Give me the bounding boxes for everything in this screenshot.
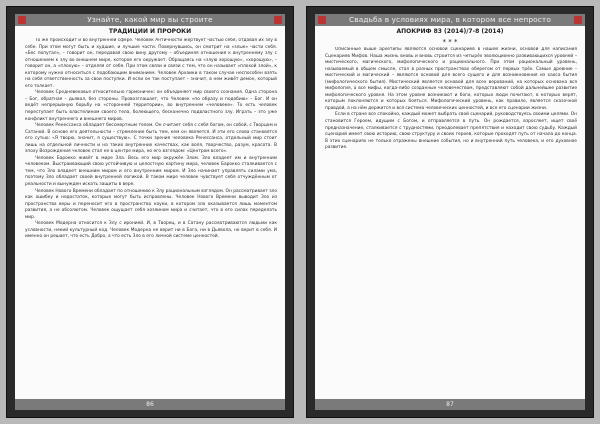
- emblem-icon: [274, 16, 282, 24]
- paragraph: Человек Барокко живёт в мире Зла. Весь его мир окружён Злом. Зло владеет им и внутренним человеком. Выстраивающий свою устойчивую и целостную картину мира, человек Барокко сталкивается с тем, что Зло владеет внешним миром и его внутренним миром. И Зло начинает управлять силами ума, поэтому Зло обладает своей внутренней логикой. В таком мире человек чувствует себя отчуждённым от реальности и вынужден искать защиты в вере.: [25, 155, 277, 188]
- left-running-header: [15, 14, 285, 26]
- right-page: [306, 6, 594, 418]
- paragraph: Описанные выше архетипы являются основой сценариев в нашей жизни, основой для написания Сценариев Мифов. Наша жизнь вновь и вновь строится из четырёх эволюционно развивающихся уровней – мистического, магического, мифологического и рационального. При этом рациональный уровень, называемый в общем смысле, стал в разных пространствах оберегом от первых трёх. Самые древние – мистический и магический – являются основой для всего сущего и для возникновения из хаоса бытия (мифологического бытия). Мистический является основой для всех верований, на которых основана вся мифология, а все мифы, когда-либо созданные человечеством, представляют собой дальнейшее развитие мифологического уровня. На этом уровне возникают и боги, которых люди почитают, в которых верят, которым поклоняются и которых бояться. Мифологический уровень, как правило, является сказочной правдой, а на нём держится и вся система человеческих ценностей, и все его сценарии жизни.: [325, 47, 577, 111]
- emblem-icon: [18, 16, 26, 24]
- left-page: [6, 6, 294, 418]
- paragraph: Человек Модерна относится к Злу с иронией. И, в Творец, и в Сатану рассматриваются людьми как условности, некий культурный код. Человек Модерна не верит ни в Бога, ни в Дьявола, но верит в себя. И именно он решает, что есть Добро, а что есть Зло в его личной системе ценностей.: [25, 221, 277, 240]
- left-header-text: Узнайте, какой мир вы строите: [87, 15, 213, 24]
- emblem-icon: [574, 16, 582, 24]
- paragraph: Если в стране все спокойно, каждый может выбрать свой сценарий, руководствуясь своими целями. Он становится Героем, идущим с Богом, и отправляется в путь. Он рождается, взрослеет, ищет своё предназначение, сталкивается с трудностями, преодолевает препятствия и находит свою судьбу. Каждый сценарий имеет свою историю, свою структуру и своих героев, которые проходят путь от начала до конца. В этих сценариях не только отражены внешние события, но и внутренний путь человека, и его духовное развитие.: [325, 112, 577, 151]
- emblem-icon: [318, 16, 326, 24]
- issue-subtitle: АПОКРИФ 83 (2014)/7-8 (2014): [396, 28, 504, 35]
- right-body-text: [325, 47, 577, 237]
- right-running-header: [315, 14, 585, 26]
- left-body-text: [25, 38, 277, 400]
- right-page-number: 87: [315, 399, 585, 410]
- paragraph: То же происходит и во внутренней сфере. Человек Античности жертвует частью себя, отдавая их злу в себе. При этом могут быть и худшие, и лучшие части. Повернувшись, он смотрит на «злые» части себя. «Бес попутал», – говорит он, передавая свою вину другому – объединяя отношения к внутреннему злу с отношением к злу во внешнем мире, которое его окружает. Обращаясь на «злую хорошую», «хорошую», – говорит он, а «плохую» – отделяя от себя. При этом связи и связи с тем, что он называет «плохой злой», к которому нужно относиться с подобающим вниманием. Человек Архаики в таком случае неспособен взять на себя ответственность за свои поступки. И если он так поступает – значит, в нем живёт демон, который его толкает.: [25, 38, 277, 89]
- paragraph: Человек Ренессанса обладает бессмертным телом. Он считает себя с себя богом, он собой, с Творцом и Сатаной. В основе его деятельности – стремление быть тем, кем он является. И эти его слова становятся его сутью: «Я творю, значит, я существую». С точки зрения человека Ренессанса, отдельный мир стоит лишь на отдельной личности и на таких внутренних качествах, как воля, творчество, разум, красота. В эпоху Возрождения человек стал не в центре мира, но его взглядом: «Центром всего».: [25, 123, 277, 155]
- left-page-number: 86: [15, 399, 285, 410]
- right-page-paper: [315, 14, 585, 410]
- section-title: ТРАДИЦИИ И ПРОРОКИ: [108, 28, 192, 35]
- section-separator: * * *: [442, 38, 458, 46]
- right-header-text: Свадьба в условиях мира, в котором все непросто: [349, 15, 551, 24]
- left-page-paper: [15, 14, 285, 410]
- paragraph: Человек Нового Времени обладает по отношению к Злу рациональным взглядом. Он рассматривает зло как ошибку и недостаток, которые могут быть исправлены. Человек Нового Времени выводит Зло из пространства веры и переносит его в пространство науки, в котором зло оказывается лишь моментом развития, а не абсолютом. Человек ощущает себя хозяином мира и считает, что в его силах переделать мир.: [25, 188, 277, 220]
- paragraph: Человек Средневековья относительно гармоничен: он объединяет мир своего сознания. Одна сторона – Бог, обратная – дьявол, без стороны. Провозглашает, что Человек «по образу и подобию» – Бог. И он ведёт непрерывную борьбу на «сторонней территории», во внутреннем «человеке». То есть человек переступает быть властелином своего тела, болеющего, бесконечно подвластного злу. Играть – это уже конфликт внутреннего и внешнего миров.: [25, 90, 277, 122]
